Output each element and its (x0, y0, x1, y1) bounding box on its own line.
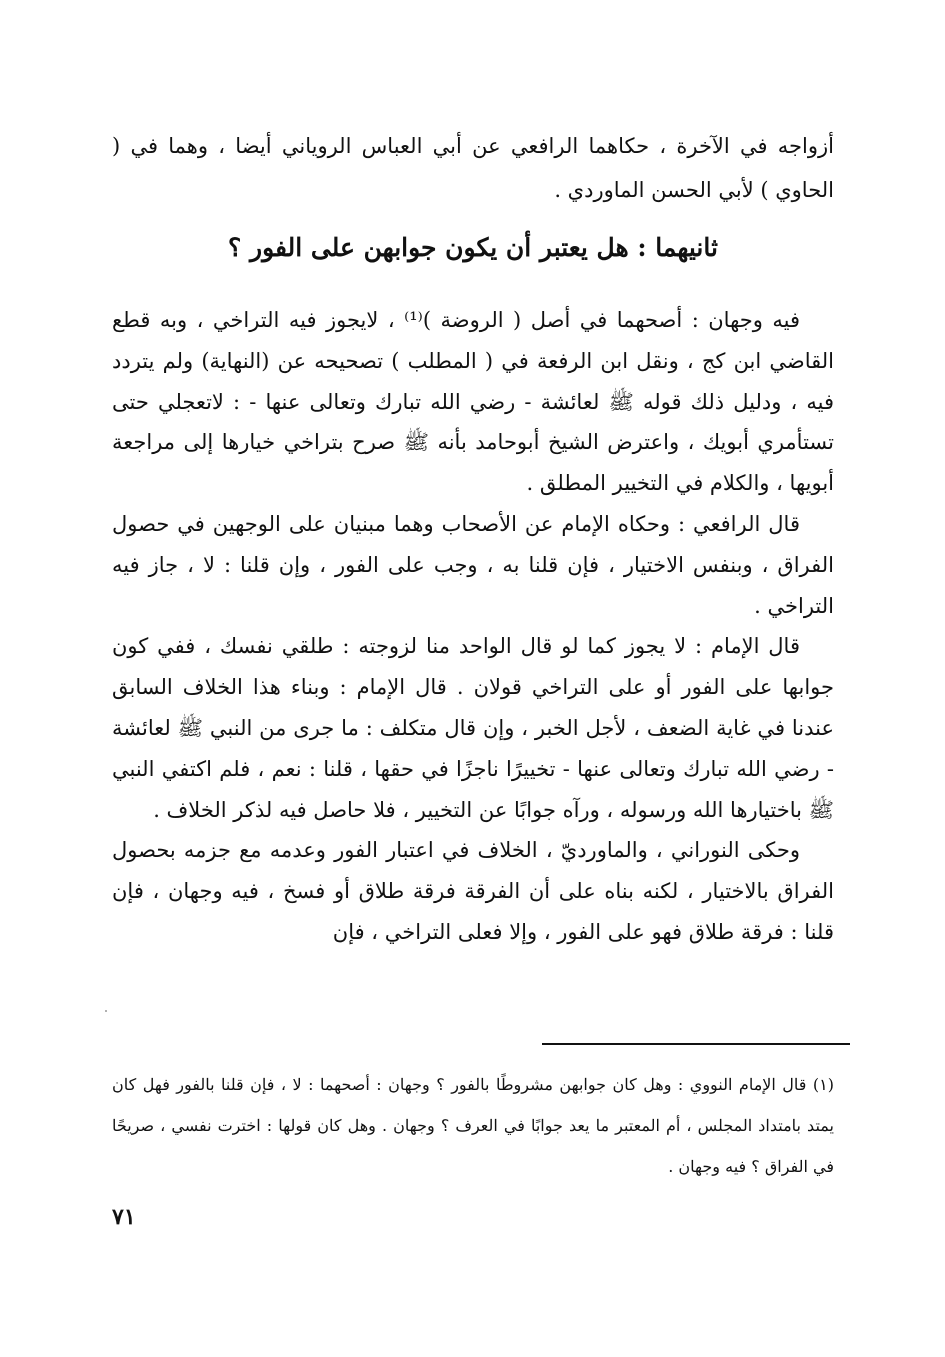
page-number: ٧١ (112, 1204, 136, 1230)
body-paragraph-3: قال الإمام : لا يجوز كما لو قال الواحد منا لزوجته : طلقي نفسك ، ففي كون جوابها على الفور أو على التراخي قولان . قال الإمام : وبناء هذا الخلاف السابق عندنا في غاية الضعف ، لأجل الخبر ، وإن قال متكلف : ما جرى من النبي ﷺ لعائشة - رضي الله تبارك وتعالى عنها - تخييرًا ناجزًا في حقها ، قلنا : نعم ، فلم اكتفي النبي ﷺ باختيارها الله ورسوله ، ورآه جوابًا عن التخيير ، فلا حاصل فيه لذكر الخلاف . (112, 634, 834, 822)
intro-paragraph: أزواجه في الآخرة ، حكاهما الرافعي عن أبي العباس الروياني أيضا ، وهما في ( الحاوي ) لأبي الحسن الماوردي . (112, 134, 834, 202)
footnote-divider (542, 1043, 850, 1045)
body-paragraph-4: وحكى النوراني ، والماورديّ ، الخلاف في اعتبار الفور وعدمه مع جزمه بحصول الفراق بالاختيار ، لكنه بناه على أن الفرقة فرقة طلاق أو فسخ ، فيه وجهان ، فإن قلنا : فرقة طلاق فهو على الفور ، وإلا فعلى التراخي ، فإن (112, 838, 834, 944)
main-body (112, 300, 834, 953)
footnote (112, 1064, 834, 1187)
scan-speck (105, 1010, 107, 1012)
footnote-text: (١) قال الإمام النووي : وهل كان جوابهن مشروطًا بالفور ؟ وجهان : أصحهما : لا ، فإن قلنا بالفور فهل كان يمتد بامتداد المجلس ، أم المعتبر ما يعد جوابًا في العرف ؟ وجهان . وهل كان قولها : اخترت نفسي ، صريحًا في الفراق ؟ فيه وجهان . (112, 1075, 834, 1176)
body-paragraph-2: قال الرافعي : وحكاه الإمام عن الأصحاب وهما مبنيان على الوجهين في حصول الفراق ، وبنفس الاختيار ، فإن قلنا به ، وجب على الفور ، وإن قلنا : لا ، جاز فيه التراخي . (112, 511, 834, 618)
body-paragraph-1: فيه وجهان : أصحهما في أصل ( الروضة )⁽¹⁾ ، لايجوز فيه التراخي ، وبه قطع القاضي ابن كج ، ونقل ابن الرفعة في ( المطلب ) تصحيحه عن (النهاية) ولم يتردد فيه ، ودليل ذلك قوله ﷺ لعائشة - رضي الله تبارك وتعالى عنها - : لاتعجلي حتى تستأمري أبويك ، واعترض الشيخ أبوحامد بأنه ﷺ صرح بتراخي خيارها إلى مراجعة أبويها ، والكلام في التخيير المطلق . (112, 308, 834, 496)
section-heading: ثانيهما : هل يعتبر أن يكون جوابهن على الفور ؟ (228, 233, 718, 262)
